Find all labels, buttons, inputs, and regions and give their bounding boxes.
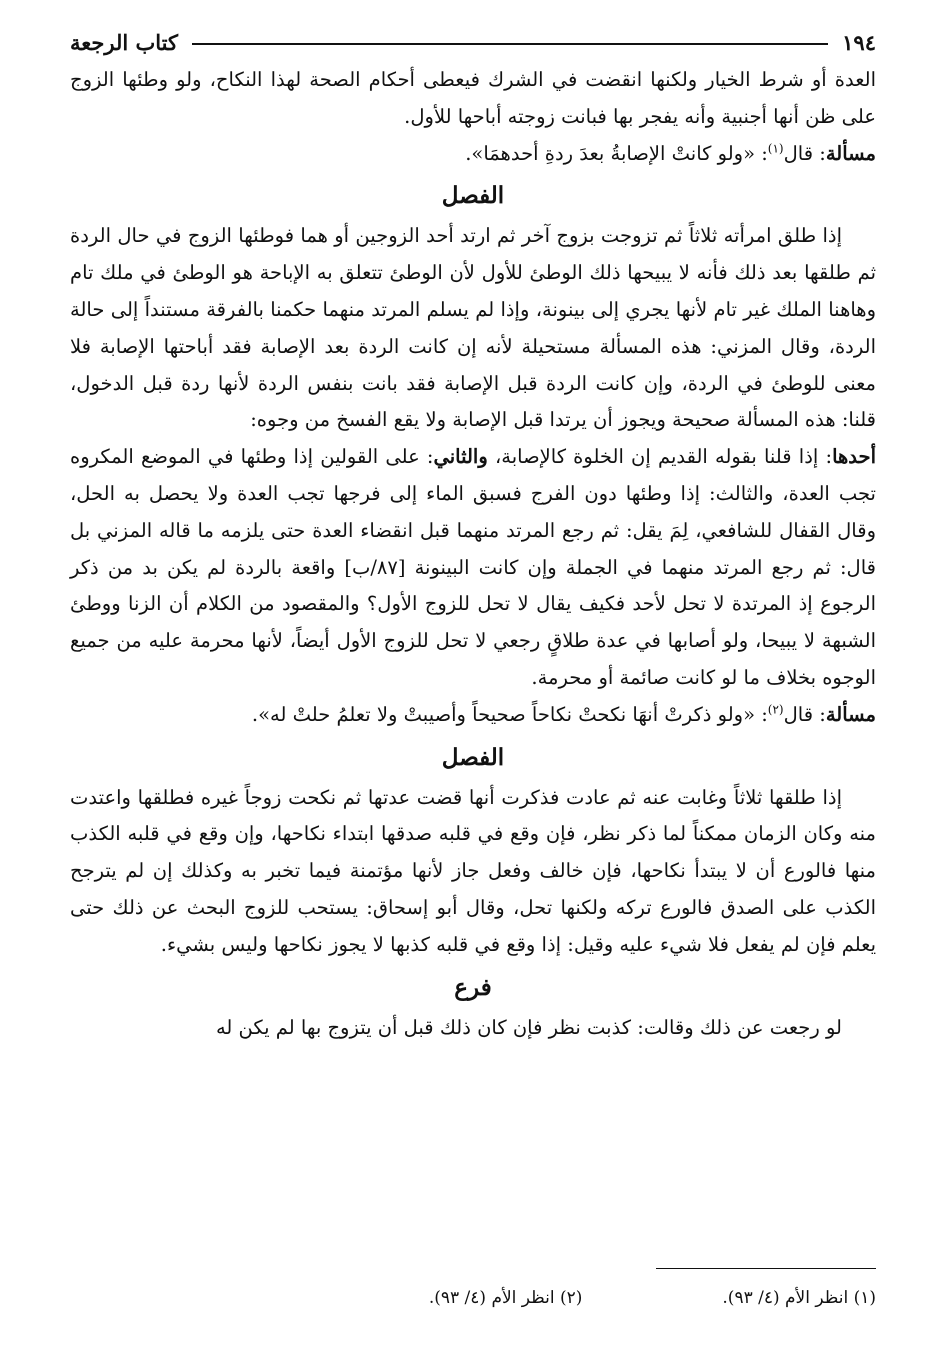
footnote-ref: (٢) <box>767 702 784 717</box>
footnote-number: (٢) <box>559 1288 583 1308</box>
masala-1 <box>70 136 876 173</box>
masala-label: مسألة <box>825 141 876 165</box>
book-title: كتاب الرجعة <box>70 29 179 55</box>
masala-2 <box>70 697 876 734</box>
footnote-ref: (١) <box>767 141 784 156</box>
book-page <box>70 22 876 1308</box>
footnote-divider <box>656 1268 876 1269</box>
section1-paragraph-2 <box>70 439 876 697</box>
footnote-1 <box>722 1288 876 1308</box>
footnote-text: انظر الأم (٤/ ٩٣). <box>722 1288 849 1308</box>
label-first: أحدها <box>832 445 876 469</box>
masala-text-b: : «ولو كانتْ الإصابةُ بعدَ ردةِ أحدهمَا». <box>465 141 768 165</box>
page-number: ١٩٤ <box>842 29 876 55</box>
branch-heading: فرع <box>454 973 492 1001</box>
page-body <box>70 62 876 1046</box>
masala-text-a: : قال <box>783 702 826 726</box>
label-second: والثاني <box>433 445 488 469</box>
section-heading: الفصل <box>441 743 505 771</box>
section2-paragraph: إذا طلقها ثلاثاً وغابت عنه ثم عادت فذكرت أنها قضت عدتها ثم نكحت زوجاً غيره فطلقها واعتدت منه وكان الزمان ممكناً لما ذكر نظر، فإن وقع في قلبه صدقها ابتداء نكاحها، وإن وقع في قلبه الكذب منها فالورع أن لا يبتدأ نكاحها، فإن خالف وفعل جاز لأنها مؤتمنة فيما تخبر به وكذلك إن لم يترجح الكذب على الصدق فالورع تركه ولكنها تحل، وقال أبو إسحاق: يستحب للزوج البحث عن ذلك حتى يعلم فإن لم يفعل فلا شيء عليه وقيل: إذا وقع في قلبه كذبها لا يجوز نكاحها وليس بشيء. <box>70 785 876 956</box>
intro-paragraph: العدة أو شرط الخيار ولكنها انقضت في الشرك فيعطى أحكام الصحة لهذا النكاح، ولو وطئها الزوج على ظن أنها أجنبية وأنه يفجر بها فبانت زوجته أباحها للأول. <box>70 68 876 128</box>
masala-label: مسألة <box>825 702 876 726</box>
footnotes <box>70 1288 876 1308</box>
header-rule <box>192 43 828 45</box>
footnote-2 <box>429 1288 583 1308</box>
section3-paragraph: لو رجعت عن ذلك وقالت: كذبت نظر فإن كان ذلك قبل أن يتزوج بها لم يكن له <box>215 1015 842 1039</box>
section1-paragraph-1: إذا طلق امرأته ثلاثاً ثم تزوجت بزوج آخر ثم ارتد أحد الزوجين أو هما فوطئها الزوج في حال الردة ثم طلقها بعد ذلك فأنه لا يبيحها ذلك الوطئ للأول لأن الوطئ تتعلق به الإباحة هو الوطئ في ملك تام وهاهنا الملك غير تام لأنها يجري إلى بينونة، وإذا لم يسلم المرتد منهما حكمنا بالفرقة مستنداً إلى حالة الردة، وقال المزني: هذه المسألة مستحيلة لأنه إن كانت الردة بعد الإصابة فقد أباحتها الإصابة فلا معنى للوطئ في الردة، وإن كانت الردة قبل الإصابة فقد بانت بنفس الردة لأنها ردة قبل الدخول، قلنا: هذه المسألة صحيحة ويجوز أن يرتدا قبل الإصابة ولا يقع الفسخ من وجوه: <box>70 224 876 432</box>
page-header <box>70 22 876 62</box>
masala-text-b: : «ولو ذكرتْ أنهَا نكحتْ نكاحاً صحيحاً وأصيبتْ ولا تعلمُ حلتْ له». <box>251 702 768 726</box>
masala-text-a: : قال <box>783 141 826 165</box>
section-heading: الفصل <box>441 182 505 210</box>
footnote-text: انظر الأم (٤/ ٩٣). <box>428 1288 555 1308</box>
footnote-number: (١) <box>853 1288 876 1308</box>
para2-text-b: : على القولين إذا وطئها في الموضع المكروه تجب العدة، والثالث: إذا وطئها دون الفرج فسبق الماء إلى فرجها تجب العدة ولا يحصل به الحل، وقال القفال للشافعي، لِمَ يقل: ثم رجع المرتد منهما قبل انقضاء العدة حتى يلزمه ما قاله المزني بل قال: ثم رجع المرتد منهما في الجملة وإن كانت البينونة [٨٧/ب] واقعة بالردة لم يكن بد من ذكر الرجوع إذ المرتدة لا تحل لأحد فكيف يقال لا تحل للزوج الأول؟ والمقصود من الكلام أن الزنا ووطئ الشبهة لا يبيحا، ولو أصابها في عدة طلاقٍ رجعي لا تحل للزوج الأول أيضاً، لأنها محرمة عليه من جميع الوجوه بخلاف ما لو كانت صائمة أو محرمة. <box>70 445 876 689</box>
para2-text-a: : إذا قلنا بقوله القديم إن الخلوة كالإصابة، <box>487 445 833 469</box>
